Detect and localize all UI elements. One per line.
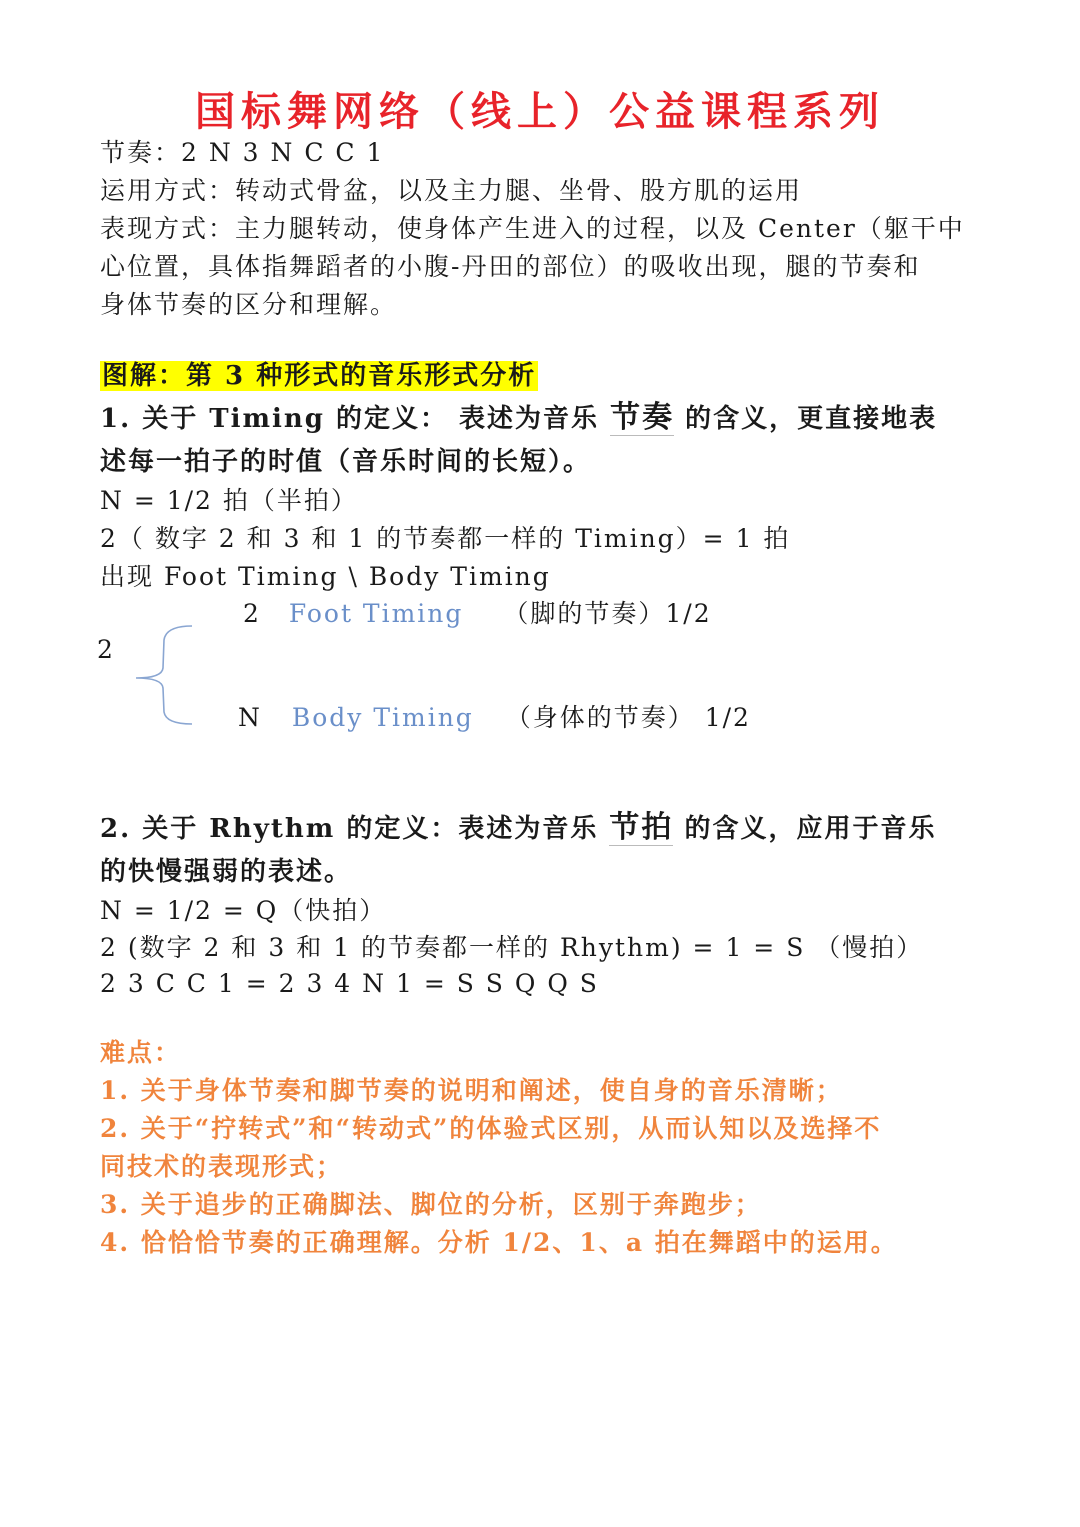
timing-heading: [100, 400, 937, 437]
diagram-heading: 图解：第 3 种形式的音乐形式分析: [102, 361, 537, 391]
brace-root-number: 2: [97, 635, 115, 664]
rhythm-n-line: N = 1/2 = Q（快拍）: [100, 896, 387, 925]
rhythm-heading-suffix: 的含义，应用于音乐: [673, 814, 937, 844]
expression-line-2: 心位置，具体指舞蹈者的小腹-丹田的部位）的吸收出现，腿的节奏和: [100, 252, 921, 281]
timing-two-line: 2（ 数字 2 和 3 和 1 的节奏都一样的 Timing）= 1 拍: [100, 524, 791, 553]
timing-n-line: N = 1/2 拍（半拍）: [100, 486, 358, 515]
rhythm-heading: [100, 810, 936, 847]
timing-appear-line: 出现 Foot Timing \ Body Timing: [100, 562, 551, 591]
timing-heading-suffix: 的含义，更直接地表: [674, 404, 938, 434]
difficulty-item-1: 1. 关于身体节奏和脚节奏的说明和阐述，使自身的音乐清晰；: [100, 1076, 843, 1105]
timing-heading-prefix: 1. 关于 Timing 的定义： 表述为音乐: [100, 404, 611, 434]
difficulty-item-2-line-2: 同技术的表现形式；: [100, 1152, 344, 1181]
foot-timing-desc: （脚的节奏）1/2: [503, 599, 712, 628]
body-timing-desc: （身体的节奏） 1/2: [505, 703, 751, 732]
timing-heading-line-2: 述每一拍子的时值（音乐时间的长短）。: [100, 447, 592, 477]
difficulty-item-3: 3. 关于追步的正确脚法、脚位的分析，区别于奔跑步；: [100, 1190, 762, 1219]
difficulty-item-2-line-1: 2. 关于“拧转式”和“转动式”的体验式区别，从而认知以及选择不: [100, 1114, 882, 1143]
foot-timing-number: 2: [243, 599, 261, 628]
rhythm-pattern-line: 节奏：2 N 3 N C C 1: [100, 138, 385, 167]
expression-line-3: 身体节奏的区分和理解。: [100, 290, 398, 319]
difficulty-item-4: 4. 恰恰恰节奏的正确理解。分析 1/2、1、a 拍在舞蹈中的运用。: [100, 1228, 898, 1257]
foot-timing-label: Foot Timing: [288, 599, 464, 628]
timing-keyword: 节奏: [610, 400, 675, 435]
body-timing-number: N: [238, 703, 262, 732]
body-timing-label: Body Timing: [291, 703, 474, 732]
rhythm-keyword: 节拍: [609, 810, 674, 845]
usage-line: 运用方式：转动式骨盆，以及主力腿、坐骨、股方肌的运用: [100, 176, 803, 205]
rhythm-heading-prefix: 2. 关于 Rhythm 的定义：表述为音乐: [100, 814, 610, 844]
page-title: 国标舞网络（线上）公益课程系列: [195, 88, 885, 135]
rhythm-sequence-line: 2 3 C C 1 = 2 3 4 N 1 = S S Q Q S: [100, 969, 599, 998]
difficulties-heading: 难点：: [100, 1038, 182, 1067]
rhythm-two-line: 2 (数字 2 和 3 和 1 的节奏都一样的 Rhythm) = 1 = S （慢拍）: [100, 933, 924, 962]
curly-brace-icon: [130, 622, 200, 727]
body-timing-row: [238, 700, 751, 736]
expression-line-1: 表现方式：主力腿转动，使身体产生进入的过程，以及 Center（躯干中: [100, 214, 965, 243]
diagram-heading-row: [100, 358, 538, 394]
rhythm-heading-line-2: 的快慢强弱的表述。: [100, 857, 353, 887]
foot-timing-row: [243, 596, 712, 632]
